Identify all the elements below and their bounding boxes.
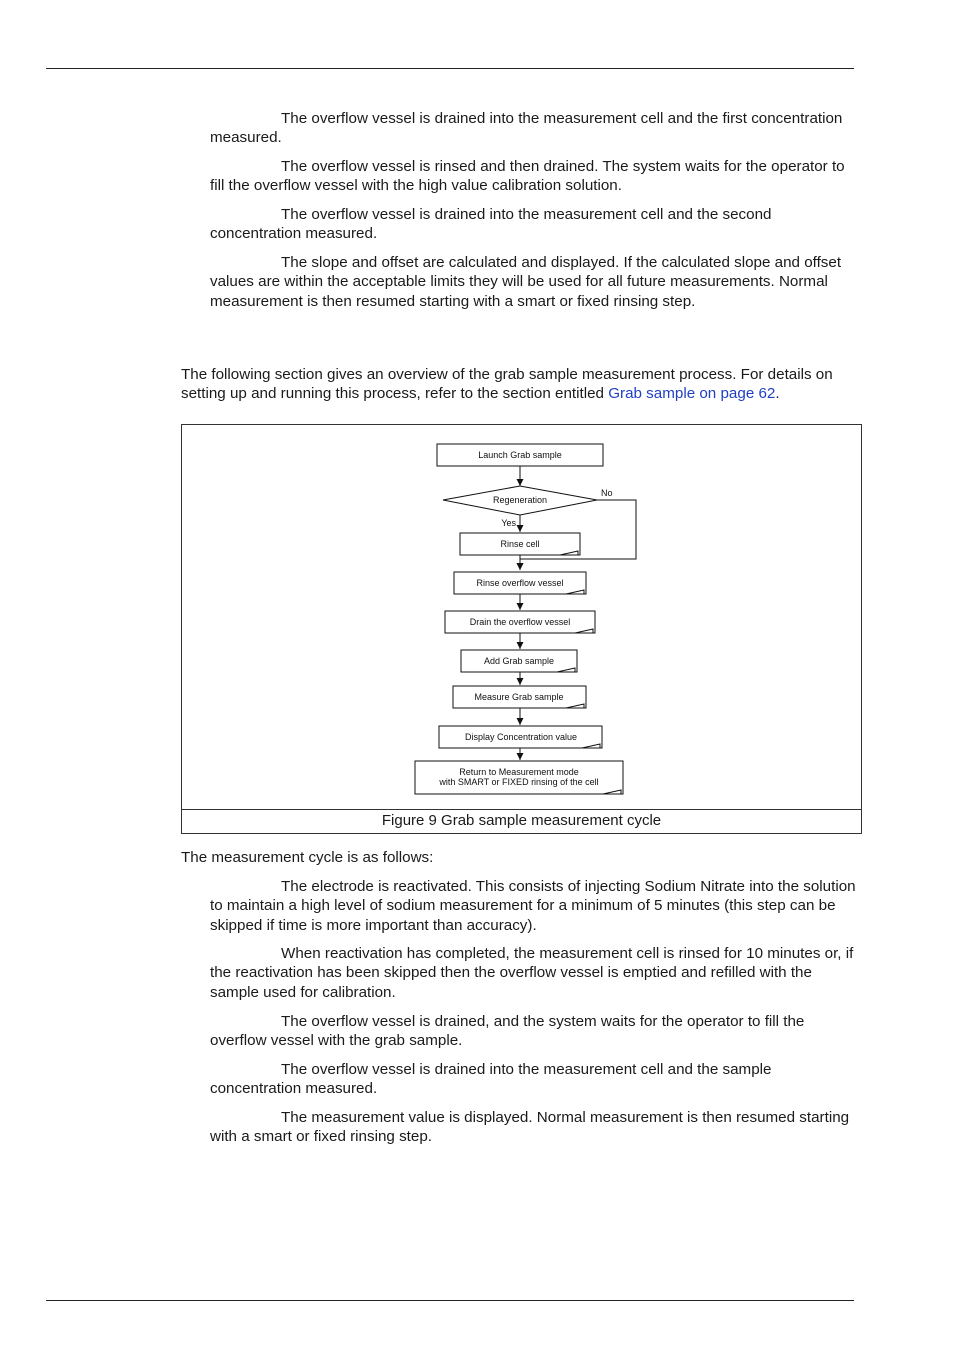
figure-grab-sample-cycle bbox=[181, 424, 862, 834]
fc-label-display-conc: Display Concentration value bbox=[464, 732, 578, 742]
grab-sample-link[interactable]: Grab sample on page 62 bbox=[608, 385, 776, 403]
calibration-step-3: The overflow vessel is drained into the measurement cell and the second concentration measured. bbox=[210, 206, 772, 243]
calibration-step-1: The overflow vessel is drained into the measurement cell and the first concentration measured. bbox=[210, 110, 843, 147]
cycle-step-4: The overflow vessel is drained into the measurement cell and the sample concentration measured. bbox=[210, 1061, 772, 1098]
header-rule bbox=[46, 68, 854, 69]
fc-label-rinse-cell: Rinse cell bbox=[500, 539, 540, 549]
calibration-step-2: The overflow vessel is rinsed and then drained. The system waits for the operator to fill the overflow vessel with the high value calibration solution. bbox=[210, 158, 845, 195]
fc-label-no: No bbox=[601, 488, 613, 498]
flowchart bbox=[182, 425, 863, 809]
grab-sample-intro bbox=[181, 365, 857, 404]
fc-label-add-grab: Add Grab sample bbox=[483, 656, 555, 666]
fc-label-measure-grab: Measure Grab sample bbox=[474, 692, 564, 702]
cycle-step-2: When reactivation has completed, the measurement cell is rinsed for 10 minutes or, if the reactivation has been skipped then the overflow vessel is emptied and refilled with the sample used for calibration. bbox=[210, 945, 854, 1001]
calibration-step-4: The slope and offset are calculated and displayed. If the calculated slope and offset values are within the acceptable limits they will be used for all future measurements. Normal measurement is then resumed starting with a smart or fixed rinsing step. bbox=[210, 254, 842, 310]
fc-label-regeneration: Regeneration bbox=[492, 495, 548, 505]
cycle-step-3: The overflow vessel is drained, and the system waits for the operator to fill the overflow vessel with the grab sample. bbox=[210, 1013, 805, 1050]
fc-label-rinse-overflow: Rinse overflow vessel bbox=[476, 578, 564, 588]
intro-end: . bbox=[775, 385, 780, 403]
cycle-intro: The measurement cycle is as follows: bbox=[181, 849, 434, 866]
fc-label-yes: Yes bbox=[501, 518, 516, 528]
fc-label-launch: Launch Grab sample bbox=[478, 450, 562, 460]
intro-text: The following section gives an overview of the grab sample measurement process. For details on setting up and running this process, refer to the section entitled bbox=[181, 366, 833, 403]
fc-label-return-1: Return to Measurement mode bbox=[459, 767, 579, 777]
cycle-step-1: The electrode is reactivated. This consists of injecting Sodium Nitrate into the solution to maintain a high level of sodium measurement for a minimum of 5 minutes (this step can be skipped if time is more important than accuracy). bbox=[210, 878, 856, 934]
figure-caption: Figure 9 Grab sample measurement cycle bbox=[182, 809, 861, 834]
cycle-step-5: The measurement value is displayed. Normal measurement is then resumed starting with a smart or fixed rinsing step. bbox=[210, 1109, 850, 1146]
footer-rule bbox=[46, 1300, 854, 1301]
fc-label-drain-overflow: Drain the overflow vessel bbox=[469, 617, 571, 627]
fc-label-return-2: with SMART or FIXED rinsing of the cell bbox=[439, 777, 599, 787]
